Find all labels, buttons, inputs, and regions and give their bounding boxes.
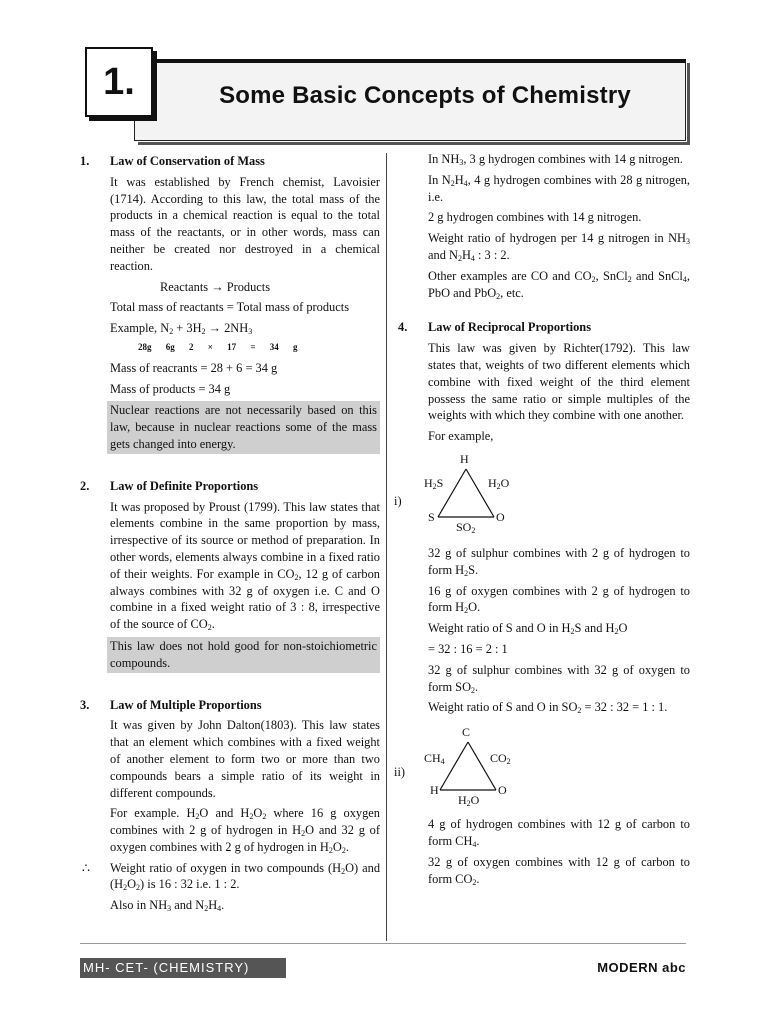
section-number: 1. [80, 154, 90, 168]
ratio-line: ∴ Weight ratio of oxygen in two compounds $(H_2O)$ and $(H_2O_2)$ is 16 : 32 i.e. 1 : 2. [82, 860, 381, 893]
reaction-equation: Reactants → Products [159, 279, 271, 294]
text-line: Weight ratio of S and O in $SO_2 = 32$ : 32 = 1 : 1. [428, 700, 668, 716]
section-heading-3 [80, 697, 380, 714]
text-line: Mass of reacrants = 28 + 6 = 34 g [110, 360, 278, 375]
paragraph: It was established by French chemist, Lavoisier (1714). According to this law, the total mass of the products in a chemical reaction is equal to the total mass of the reactants, or in other words, mass can neither be created nor destroyed in a chemical reaction. [110, 174, 380, 273]
example-equation: Example, $N_2 + 3H_2 \to 2NH_3$ [110, 321, 253, 337]
section-title: Law of Multiple Proportions [110, 697, 262, 712]
text-line: Mass of products = 34 g [110, 381, 231, 396]
triangle-diagram-2 [394, 720, 690, 812]
diagram-label: i) [394, 493, 402, 508]
text-line: Weight ratio of S and O in $H_2S$ and $H_2O$ [428, 621, 628, 637]
therefore-symbol: ∴ [82, 860, 90, 875]
triangle-diagram-1 [394, 449, 690, 541]
vertex-bottom-left: S [428, 509, 435, 524]
vertex-top: C [462, 725, 471, 740]
section-heading-4 [398, 319, 690, 336]
footer-book-title: MH- CET- (CHEMISTRY) [80, 958, 286, 978]
paragraph: 32 g of sulphur combines with 32 g of oxygen to form $SO_2$. [428, 662, 690, 695]
chapter-number-box [85, 47, 153, 117]
column-divider [386, 153, 387, 941]
left-column [80, 153, 380, 918]
paragraph: In $N_2H_4$, 4 g hydrogen combines with 28 g nitrogen, i.e. [428, 172, 690, 204]
edge-bottom-label: $SO_2$ [456, 519, 476, 535]
section-number: 3. [80, 697, 90, 712]
text-line: For example, [428, 429, 494, 444]
paragraph: This law was given by Richter(1792). This law states that, weights of two different elements which combine with fixed weight of the third element possess the same ratio or simple multiples of the weights with which they combine with one another. [428, 341, 690, 423]
text-line: In $NH_3$, 3 g hydrogen combines with 14 g nitrogen. [428, 152, 683, 167]
section-heading-2 [80, 478, 380, 495]
section-number: 4. [398, 320, 408, 335]
vertex-top: H [460, 451, 469, 466]
diagram-label: ii) [394, 765, 406, 780]
text-line: Total mass of reactants = Total mass of products [110, 300, 350, 315]
section-title: Law of Reciprocal Proportions [428, 320, 592, 335]
paragraph: Other examples are CO and $CO_2$, SnCl$_2$ and SnCl$_4$, PbO and PbO$_2$, etc. [428, 268, 690, 301]
text-line: 2 g hydrogen combines with 14 g nitrogen. [428, 210, 642, 225]
paragraph: 32 g of oxygen combines with 12 g of carbon to form $CO_2$. [428, 854, 690, 887]
section-title: Law of Conservation of Mass [110, 154, 265, 168]
paragraph: It was given by John Dalton(1803). This law states that an element which combines with a fixed weight of another element to form two or more than two compounds bears a simple ratio of its weight in different compounds. [110, 718, 380, 800]
triangle-lines [398, 449, 690, 541]
chapter-title: Some Basic Concepts of Chemistry [219, 82, 631, 109]
paragraph: 4 g of hydrogen combines with 12 g of carbon to form $CH_4$. [428, 817, 690, 849]
mass-row: 28g 6g 2 × 17 = 34 g [138, 341, 298, 352]
section-number: 2. [80, 478, 90, 493]
footer-publisher: MODERN abc [597, 960, 686, 975]
text-line: = 32 : 16 = 2 : 1 [428, 641, 508, 656]
paragraph: It was proposed by Proust (1799). This law states that elements combine in the same proportion by mass, irrespective of its source or method of preparation. In other words, elements always combine in a fixed ratio of their weights. For example in $CO_2$, 12 g of carbon always combines with 32 g of oxygen i.e. C and O combine in a fixed weight ratio of 3 : 8, irrespective of the source of $CO_2$. [110, 499, 380, 633]
vertex-bottom-right: O [498, 783, 507, 798]
paragraph: For example. $H_2O$ and $H_2O_2$ where 16 g oxygen combines with 2 g of hydrogen in $H_2O$ and 32 g of oxygen combines with 2 g of hydrogen in $H_2O_2$. [110, 806, 380, 855]
text-line: Also in $NH_3$ and $N_2H_4$. [110, 898, 225, 914]
note-box: This law does not hold good for non-stoichiometric compounds. [107, 637, 380, 673]
edge-left-label: $CH_4$ [424, 751, 445, 767]
edge-right-label: $CO_2$ [490, 751, 511, 767]
edge-bottom-label: $H_2O$ [458, 793, 480, 809]
section-title: Law of Definite Proportions [110, 478, 259, 493]
edge-right-label: $H_2O$ [488, 475, 510, 491]
vertex-bottom-right: O [496, 509, 505, 524]
paragraph: 32 g of sulphur combines with 2 g of hydrogen to form $H_2S$. [428, 545, 690, 578]
note-box: Nuclear reactions are not necessarily based on this law, because in nuclear reactions some of the mass gets changed into energy. [107, 401, 380, 453]
edge-left-label: $H_2S$ [424, 475, 444, 491]
right-column [394, 151, 690, 891]
vertex-bottom-left: H [430, 783, 439, 798]
paragraph: 16 g of oxygen combines with 2 g of hydrogen to form $H_2O$. [428, 583, 690, 616]
chapter-number: 1. [103, 60, 135, 103]
footer-rule [80, 943, 686, 944]
section-heading-1 [80, 153, 380, 170]
paragraph: Weight ratio of hydrogen per 14 g nitrogen in $NH_3$ and $N_2H_4$ : 3 : 2. [428, 231, 690, 263]
